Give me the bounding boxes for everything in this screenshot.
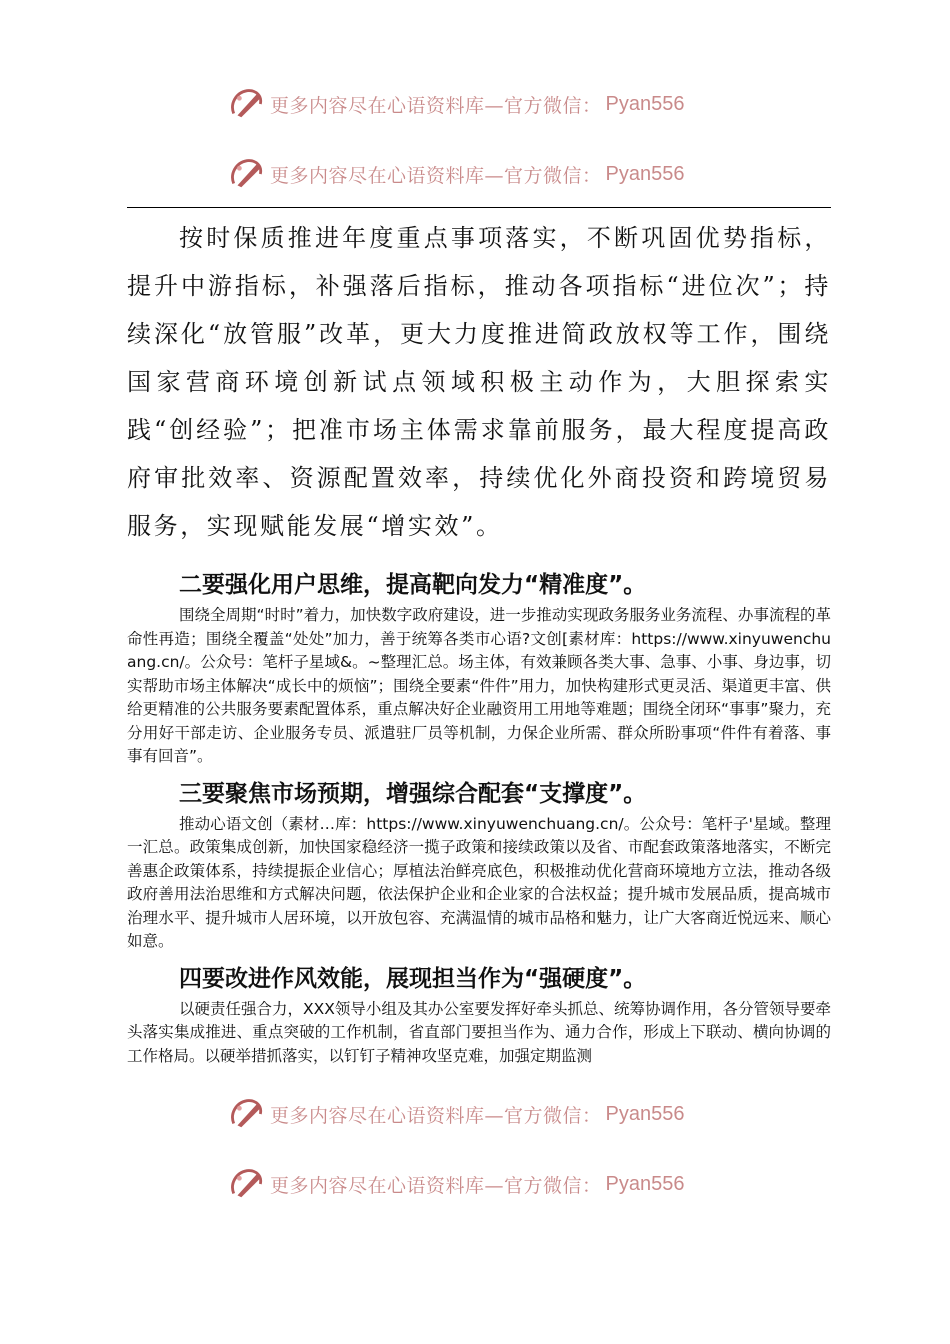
pen-logo-icon [228,155,266,193]
header-divider [127,207,831,208]
section-heading: 二要强化用户思维，提高靶向发力“精准度”。 [179,572,647,598]
pen-logo-icon [228,1165,266,1203]
watermark-wechat-id: Pyan556 [605,1172,685,1195]
watermark-banner [228,154,684,194]
watermark-banner [228,84,684,124]
section-heading: 四要改进作风效能，展现担当作为“强硬度”。 [179,965,647,992]
pen-logo-icon [228,1095,266,1133]
section-body: 推动心语文创（素材…库：https://www.xinyuwenchuang.cn/。公众号：笔杆子'星域。整理一汇总。政策集成创新，加快国家稳经济一揽子政策和接续政策以及省、市配套政策落地落实，不断完善惠企政策体系，持续提振企业信心；厚植法治鲜亮底色，积极推动优化营商环境地方立法，推动各级政府善用法治思维和方式解决问题，依法保护企业和企业家的合法权益；提升城市发展品质，提高城市治理水平、提升城市人居环境，以开放包容、充满温情的城市品格和魅力，让广大客商近悦远来、顺心如意。 [127,814,831,950]
watermark-text: 更多内容尽在心语资料库—官方微信： [270,1174,602,1197]
lead-paragraph: 按时保质推进年度重点事项落实，不断巩固优势指标，提升中游指标，补强落后指标，推动各项指标“进位次”；持续深化“放管服”改革，更大力度推进简政放权等工作，围绕国家营商环境创新试点领域积极主动作为，大胆探索实践“创经验”；把准市场主体需求靠前服务，最大程度提高政府审批效率、资源配置效率，持续优化外商投资和跨境贸易服务，实现赋能发展“增实效”。 [127,224,831,540]
watermark-banner [228,1164,684,1204]
watermark-text: 更多内容尽在心语资料库—官方微信： [270,1104,602,1127]
watermark-wechat-id: Pyan556 [605,1102,685,1125]
section-heading: 三要聚焦市场预期，增强综合配套“支撑度”。 [179,780,647,807]
watermark-banner [228,1094,684,1134]
pen-logo-icon [228,85,266,123]
watermark-wechat-id: Pyan556 [605,92,685,115]
document-body [127,214,831,1068]
watermark-text: 更多内容尽在心语资料库—官方微信： [270,164,602,187]
section-body: 以硬责任强合力，XXX领导小组及其办公室要发挥好牵头抓总、统筹协调作用，各分管领导要牵头落实集成推进、重点突破的工作机制，省直部门要担当作为、通力合作，形成上下联动、横向协调的工作格局。以硬举措抓落实，以钉钉子精神攻坚克难，加强定期监测 [127,999,831,1065]
watermark-text: 更多内容尽在心语资料库—官方微信： [270,94,602,117]
section-body: 围绕全周期“时时”着力，加快数字政府建设，进一步推动实现政务服务业务流程、办事流程的革命性再造；围绕全覆盖“处处”加力，善于统筹各类市心语?文创[素材库：https://www.xinyuwenchuang.cn/。公众号：笔杆子星域&。~整理汇总。场主体，有效兼顾各类大事、急事、小事、身边事，切实帮助市场主体解决“成长中的烦恼”；围绕全要素“件件”用力，加快构建形式更灵活、渠道更丰富、供给更精准的公共服务要素配置体系，重点解决好企业融资用工用地等难题；围绕全闭环“事事”聚力，充分用好干部走访、企业服务专员、派遣驻厂员等机制，力保企业所需、群众所盼事项“件件有着落、事事有回音”。 [127,606,831,765]
watermark-wechat-id: Pyan556 [605,162,685,185]
